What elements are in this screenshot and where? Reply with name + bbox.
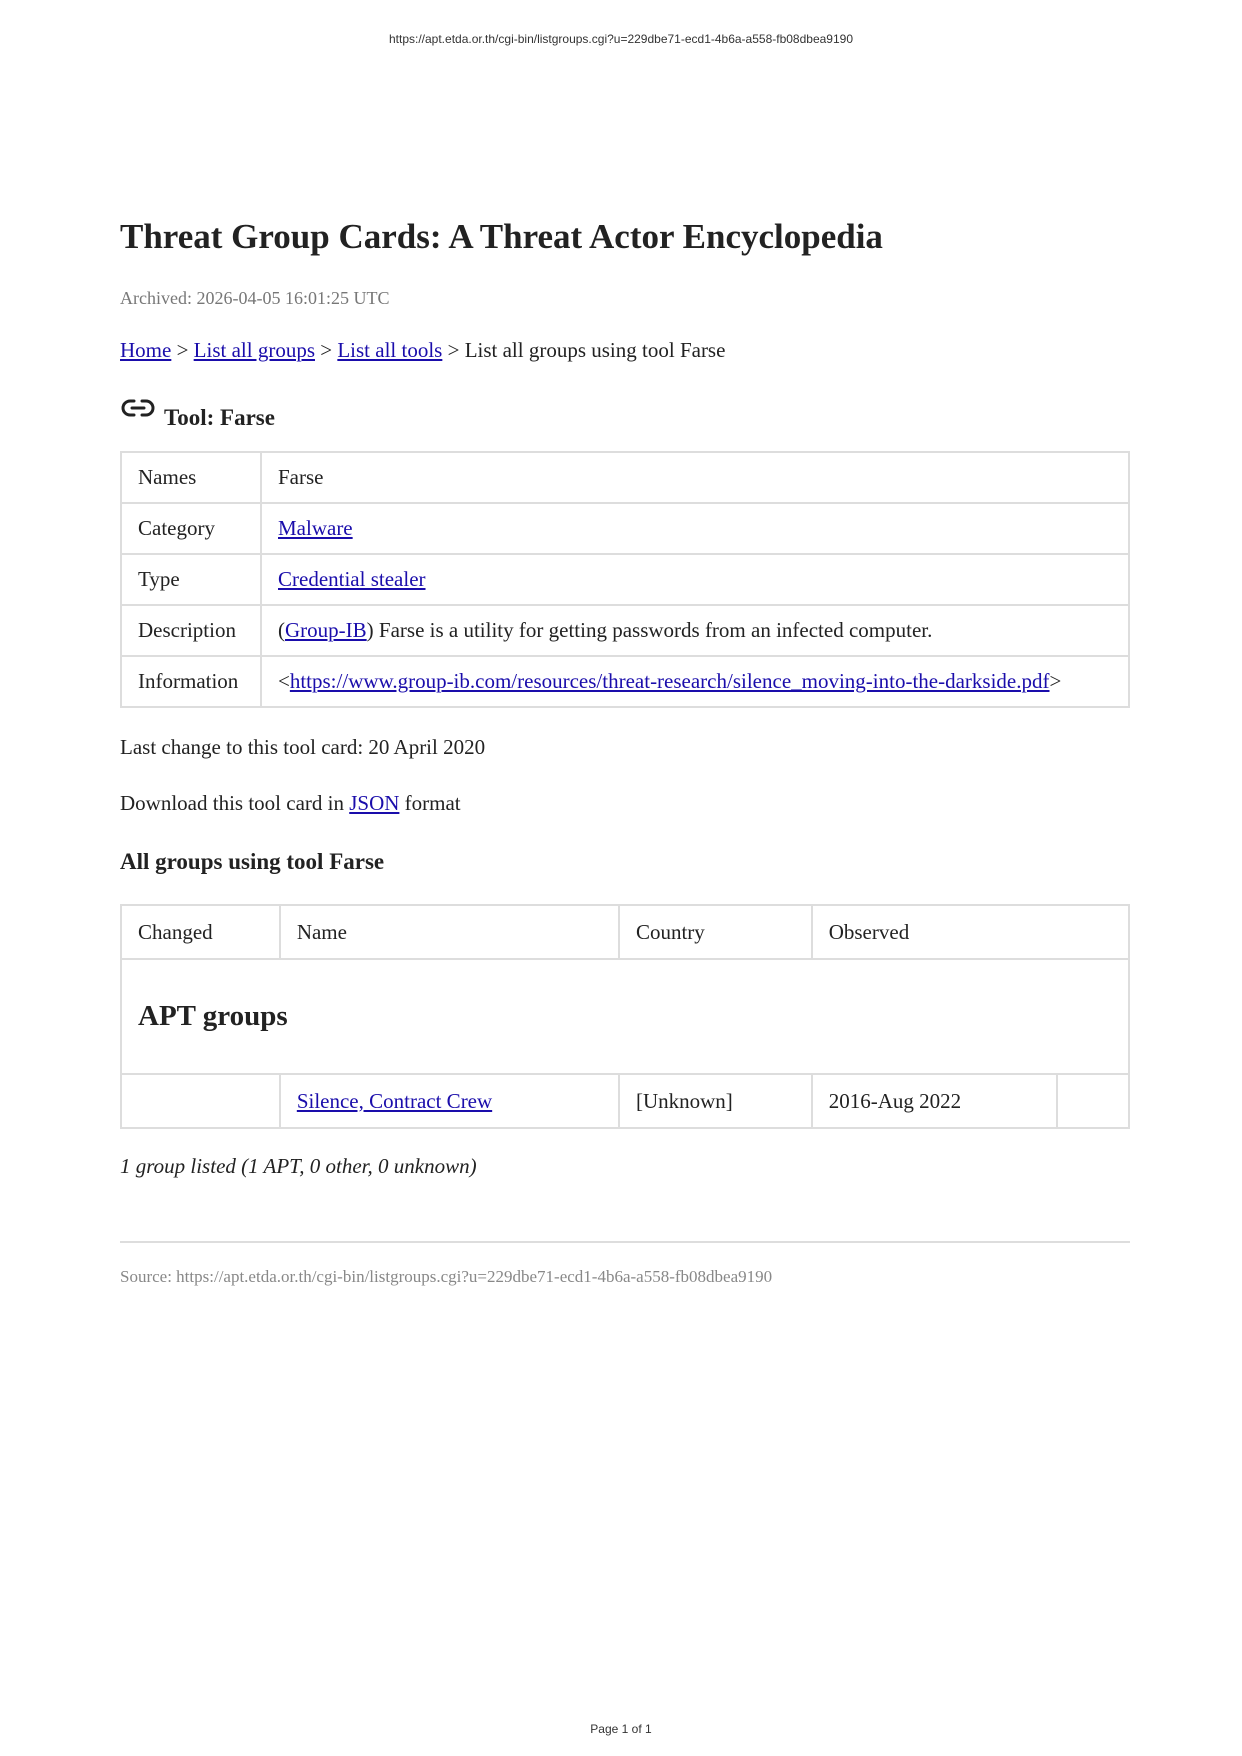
information-cell xyxy=(261,656,1129,707)
breadcrumb-current: List all groups using tool Farse xyxy=(464,338,726,362)
information-close: > xyxy=(1049,669,1062,693)
group-link-silence[interactable]: Silence, Contract Crew xyxy=(296,1088,493,1113)
type-label: Type xyxy=(121,554,261,605)
section-title-apt-groups: APT groups xyxy=(121,959,1129,1074)
country-cell: [Unknown] xyxy=(619,1074,812,1128)
json-download-link[interactable]: JSON xyxy=(349,791,400,815)
description-paren: ( xyxy=(278,618,285,642)
breadcrumb xyxy=(120,335,1130,365)
print-header-url: https://apt.etda.or.th/cgi-bin/listgroups.cgi?u=229dbe71-ecd1-4b6a-a558-fb08dbea9190 xyxy=(388,32,853,46)
names-label: Names xyxy=(121,452,261,503)
archived-timestamp: Archived: 2026-04-05 16:01:25 UTC xyxy=(120,288,390,308)
column-header-observed: Observed xyxy=(812,905,1129,959)
information-open: < xyxy=(278,669,290,693)
description-text: ) Farse is a utility for getting passwords from an infected computer. xyxy=(366,618,933,642)
tool-title: Tool: Farse xyxy=(164,405,275,430)
observed-cell: 2016-Aug 2022 xyxy=(812,1074,1057,1128)
column-header-name: Name xyxy=(280,905,619,959)
breadcrumb-tools-link[interactable]: List all tools xyxy=(337,338,443,362)
section-row xyxy=(121,959,1129,1074)
tool-heading xyxy=(120,393,1130,433)
table-row xyxy=(121,605,1129,656)
groups-table xyxy=(120,904,1130,1129)
column-header-country: Country xyxy=(619,905,812,959)
download-line xyxy=(120,788,1130,818)
table-header-row xyxy=(121,905,1129,959)
type-link[interactable]: Credential stealer xyxy=(278,567,426,591)
breadcrumb-home-link[interactable]: Home xyxy=(120,338,172,362)
breadcrumb-separator: > xyxy=(320,338,333,362)
breadcrumb-separator: > xyxy=(447,338,460,362)
page-title: Threat Group Cards: A Threat Actor Encyclopedia xyxy=(120,217,883,256)
description-cell xyxy=(261,605,1129,656)
download-suffix: format xyxy=(404,791,461,815)
page-number: Page 1 of 1 xyxy=(590,1722,652,1736)
names-value: Farse xyxy=(261,452,1129,503)
last-change-text: Last change to this tool card: 20 April 2020 xyxy=(120,735,486,759)
table-row xyxy=(121,656,1129,707)
category-link[interactable]: Malware xyxy=(278,516,353,540)
source-url: Source: https://apt.etda.or.th/cgi-bin/listgroups.cgi?u=229dbe71-ecd1-4b6a-a558-fb08dbea9190 xyxy=(120,1267,773,1286)
changed-cell xyxy=(121,1074,280,1128)
name-cell xyxy=(280,1074,619,1128)
table-row xyxy=(121,452,1129,503)
category-label: Category xyxy=(121,503,261,554)
breadcrumb-groups-link[interactable]: List all groups xyxy=(193,338,315,362)
information-label: Information xyxy=(121,656,261,707)
table-row xyxy=(121,1074,1129,1128)
divider xyxy=(120,1241,1130,1243)
link-icon xyxy=(120,393,156,429)
breadcrumb-separator: > xyxy=(176,338,189,362)
column-header-changed: Changed xyxy=(121,905,280,959)
category-cell xyxy=(261,503,1129,554)
group-ib-link[interactable]: Group-IB xyxy=(285,618,367,642)
extra-cell xyxy=(1057,1074,1129,1128)
information-link[interactable]: https://www.group-ib.com/resources/threat-research/silence_moving-into-the-darkside.pdf xyxy=(289,669,1050,693)
download-prefix: Download this tool card in xyxy=(120,791,344,815)
type-cell xyxy=(261,554,1129,605)
groups-heading: All groups using tool Farse xyxy=(120,849,385,874)
table-row xyxy=(121,503,1129,554)
groups-summary: 1 group listed (1 APT, 0 other, 0 unknown) xyxy=(120,1154,477,1178)
description-label: Description xyxy=(121,605,261,656)
main-content xyxy=(120,212,1130,1289)
table-row xyxy=(121,554,1129,605)
tool-info-table xyxy=(120,451,1130,708)
